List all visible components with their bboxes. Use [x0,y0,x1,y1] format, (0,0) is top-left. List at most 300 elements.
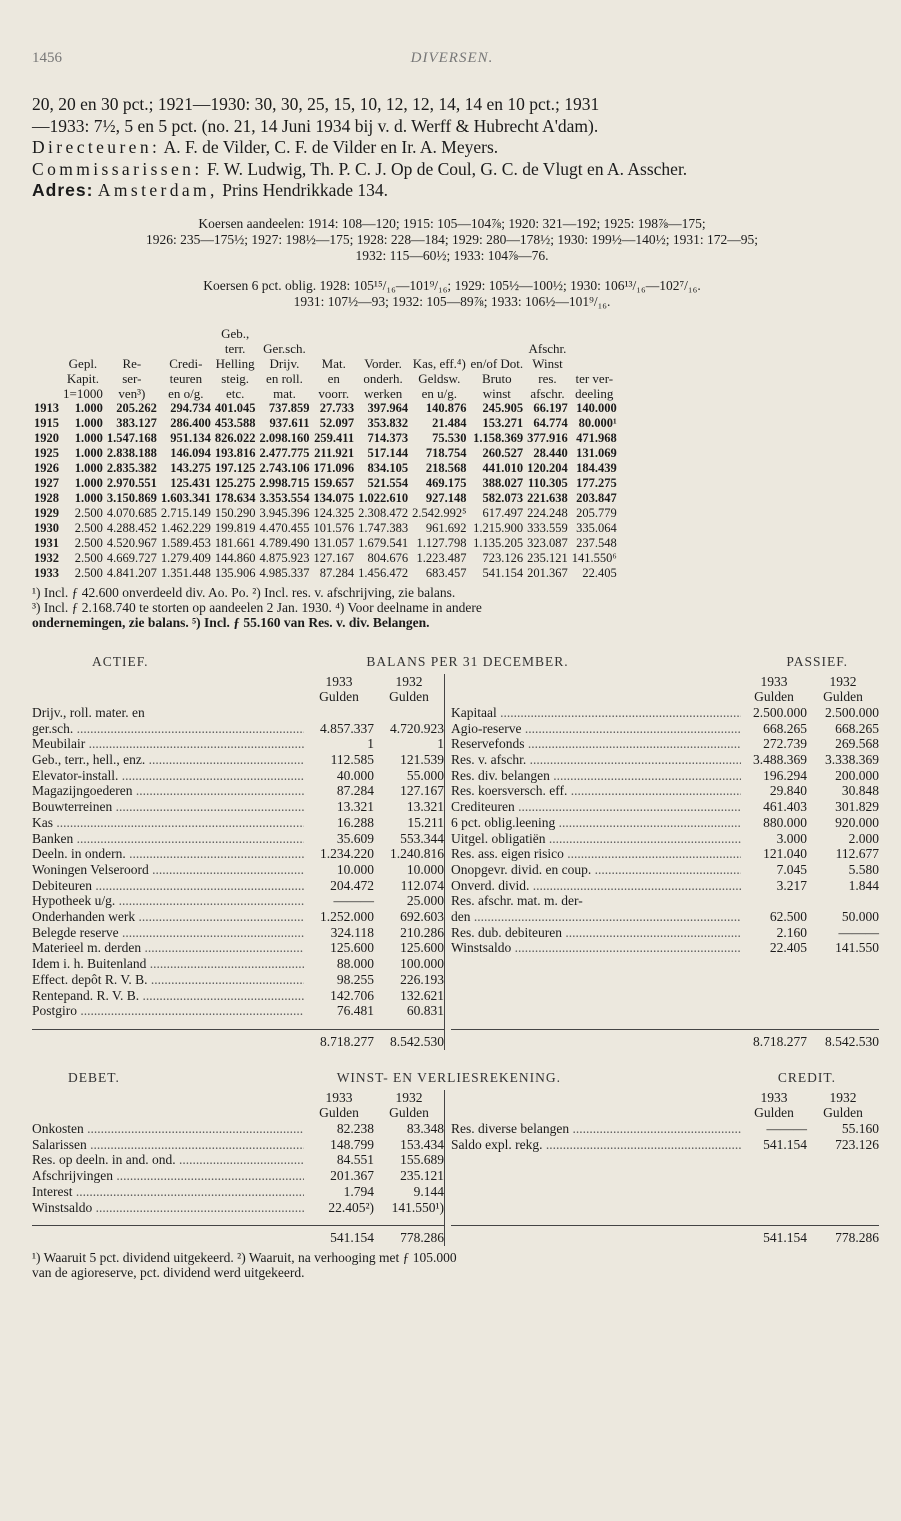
entry-value-1932: 9.144 [413,1183,444,1199]
entry-value-1933: 3.217 [776,877,807,893]
total-spacer [32,1230,304,1246]
value-cell: 1.279.409 [160,550,211,565]
debet-label: DEBET. [68,1069,120,1085]
footnote-line-2: ³) Incl. ƒ 2.168.740 te storten op aandeelen 2 Jan. 1930. ⁴) Voor deelname in andere [32,599,482,615]
header-cell: Helling [215,355,255,371]
total-1933: 8.718.277 [320,1033,374,1049]
value-cell: 2.098.160 [259,430,310,445]
header-cell: Drijv. [269,355,300,371]
header-cell: Geldsw. [418,370,461,386]
total-row [32,1225,444,1246]
unit-label: Gulden [389,689,429,705]
entry-label: Res. v. afschr. ..... [451,752,741,768]
koersen-block [32,216,872,310]
value-cell: 64.774 [533,415,568,430]
actief-column [32,674,445,1050]
table-row [32,566,619,581]
header-spacer [451,1105,741,1121]
value-cell: 237.548 [576,535,617,550]
koersen-aandeelen-2: 1926: 235—175½; 1927: 198½—175; 1928: 228—184; 1929: 280—178½; 1930: 199½—140½; 1931: 172—95; [145,231,758,247]
winst-title: WINST- EN VERLIESREKENING. [336,1069,562,1085]
spacer-row [451,972,879,988]
entry-value-1932: 10.000 [406,861,444,877]
entry-value-1933: 84.551 [336,1152,374,1168]
entry-value-1933: 204.472 [330,877,374,893]
entry-row [451,831,879,847]
header-cell [525,326,570,341]
year-cell: 1933 [34,565,59,580]
entry-label: Onderhanden werk ..... [32,909,304,925]
value-cell: 353.832 [367,415,409,430]
value-cell: 1.589.453 [160,535,211,550]
entry-value-1932: 301.829 [835,799,879,815]
total-1933: 541.154 [330,1230,374,1246]
value-cell: 140.876 [425,400,467,415]
entry-row [32,909,444,925]
entry-value-1933: 2.500.000 [753,704,807,720]
entry-value-1932: 55.160 [841,1121,879,1137]
total-row [451,1225,879,1246]
year-1933: 1933 [325,1089,353,1105]
header-row [32,386,619,401]
entry-value-1932: ——— [838,924,879,940]
value-cell: 110.305 [527,475,568,490]
value-cell: 961.692 [425,520,467,535]
entry-value-1933: 62.500 [769,909,807,925]
koersen-aandeelen-3: 1932: 115—60½; 1933: 104⅞—76. [355,247,549,263]
value-cell: 1.022.610 [358,490,409,505]
entry-value-1933 [741,893,807,909]
header-cell [61,326,105,341]
header-cell [311,341,356,356]
value-cell: 177.275 [576,475,617,490]
entry-value-1932: 269.568 [835,736,879,752]
header-spacer [32,1105,304,1121]
entry-row [32,893,444,909]
value-cell: 714.373 [367,430,409,445]
header-spacer [32,674,304,690]
entry-label: Idem i. h. Buitenland ..... [32,956,304,972]
total-1932: 778.286 [835,1230,879,1246]
value-cell: 178.634 [214,490,256,505]
entry-row [451,909,879,925]
spacer-row [451,1200,879,1216]
spacer-row [451,1184,879,1200]
entry-row [451,846,879,862]
balans-title: BALANS PER 31 DECEMBER. [366,653,569,669]
value-cell: 4.520.967 [106,535,157,550]
header-cell [105,341,159,356]
value-cell: 2.970.551 [106,475,157,490]
value-cell: 1.000 [74,430,103,445]
entry-label: Belegde reserve ..... [32,925,304,941]
value-cell: 951.134 [170,430,211,445]
entry-row [451,940,879,956]
table-row [32,506,619,521]
entry-value-1932: 5.580 [848,861,879,877]
entry-label: Res. afschr. mat. m. der- [451,893,583,909]
value-cell: 397.964 [367,400,409,415]
winst-header [32,1070,872,1086]
header-cell: en roll. [266,370,303,386]
year-header [451,674,879,690]
value-cell: 1.603.341 [160,490,211,505]
value-cell: 441.010 [482,460,524,475]
value-cell: 737.859 [268,400,310,415]
company-intro [32,94,872,202]
entry-row [451,752,879,768]
header-cell: ter ver- [575,370,614,386]
entry-row [32,831,444,847]
entry-row [32,1184,444,1200]
header-cell [468,341,525,356]
entry-row [32,721,444,737]
value-cell: 184.439 [576,460,617,475]
value-cell: 333.559 [527,520,568,535]
value-cell: 834.105 [367,460,409,475]
header-cell [468,326,525,341]
spacer-row [451,1168,879,1184]
header-cell: Re- [122,355,142,371]
entry-value-1932: 692.603 [400,909,444,925]
unit-label: Gulden [823,689,863,705]
entry-value-1933: 1.252.000 [320,909,374,925]
year-1932: 1932 [395,673,423,689]
header-cell: Mat. [321,355,346,371]
value-cell: 205.779 [576,505,617,520]
value-cell: 541.154 [482,565,524,580]
value-cell: 377.916 [527,430,568,445]
value-cell: 3.353.554 [259,490,310,505]
entry-label: Debiteuren ..... [32,878,304,894]
entry-value-1932: 3.338.369 [825,752,879,768]
financial-history-table [32,326,872,581]
entry-label: Res. dub. debiteuren ..... [451,925,741,941]
entry-value-1933: 461.403 [763,799,807,815]
entry-value-1933: 2.160 [776,924,807,940]
value-cell: 2.500 [74,535,103,550]
value-cell: 4.841.207 [106,565,157,580]
entry-row [451,815,879,831]
header-cell [410,326,468,341]
header-cell: onderh. [363,370,403,386]
winst-body [32,1089,879,1246]
value-cell: 141.550⁶ [571,550,617,565]
value-cell: 2.743.106 [259,460,310,475]
entry-label: Drijv., roll. mater. en [32,704,145,720]
value-cell: 66.197 [533,400,568,415]
value-cell: 471.968 [576,430,617,445]
table-row [32,401,619,416]
spacer-row [451,988,879,1004]
header-cell [32,386,61,401]
entry-row [32,1200,444,1216]
year-cell: 1920 [34,430,59,445]
value-cell: 218.568 [425,460,467,475]
entry-value-1933: 125.600 [330,940,374,956]
adres-city: Amsterdam, [97,180,218,200]
entry-row [32,1152,444,1168]
header-cell: Bruto [482,370,512,386]
entry-value-1932: 1.844 [848,877,879,893]
entry-value-1933: 1.234.220 [320,846,374,862]
entry-value-1932: 13.321 [406,799,444,815]
entry-value-1933: 148.799 [330,1136,374,1152]
header-cell: ven³) [118,385,146,401]
value-cell: 146.094 [170,445,211,460]
credit-column [445,1090,879,1246]
unit-header [451,689,879,705]
entry-label: Banken ..... [32,831,304,847]
entry-row [451,768,879,784]
entry-value-1932: 200.000 [835,767,879,783]
adres-line [32,180,872,202]
entry-row [32,705,444,721]
koersen-aandeelen-1: Koersen aandeelen: 1914: 108—120; 1915: 105—104⅞; 1920: 321—192; 1925: 198⅞—175; [198,215,706,231]
entry-value-1932: 4.720.923 [390,720,444,736]
value-cell: 1.679.541 [358,535,409,550]
entry-label: Crediteuren ..... [451,799,741,815]
winst-section [32,1069,879,1246]
entry-value-1933: 40.000 [336,767,374,783]
total-1932: 8.542.530 [390,1033,444,1049]
entry-value-1933: 13.321 [336,799,374,815]
value-cell: 1.223.487 [416,550,467,565]
entry-label: Kas ..... [32,815,304,831]
entry-value-1932: 920.000 [835,814,879,830]
value-cell: 259.411 [314,430,355,445]
entry-value-1932: 25.000 [406,893,444,909]
header-cell: Vorder. [364,355,402,371]
entry-label: Materieel m. derden ..... [32,940,304,956]
entry-value-1933 [304,705,374,721]
entry-label: Res. op deeln. in and. ond. ..... [32,1152,304,1168]
header-cell: en/of Dot. [470,355,524,371]
balans-section [32,653,879,1050]
balans-header [32,654,872,670]
value-cell: 469.175 [425,475,467,490]
value-cell: 2.308.472 [358,505,409,520]
entry-label: Agio-reserve ..... [451,721,741,737]
header-cell [61,341,105,356]
entry-row [451,783,879,799]
unit-label: Gulden [823,1105,863,1121]
value-cell: 159.657 [313,475,355,490]
value-cell: 153.271 [482,415,524,430]
value-cell: 171.096 [313,460,355,475]
entry-value-1932: 141.550¹) [391,1199,444,1215]
entry-value-1933: 142.706 [330,987,374,1003]
table-row [32,536,619,551]
header-cell [570,341,619,356]
value-cell: 1.000 [74,445,103,460]
entry-value-1933: 201.367 [330,1168,374,1184]
value-cell: 4.669.727 [106,550,157,565]
winst-footnote-1: ¹) Waaruit 5 pct. dividend uitgekeerd. ²) Waaruit, na verhooging met ƒ 105.000 [32,1250,457,1265]
commissarissen-line [32,159,872,181]
value-cell: 2.835.382 [106,460,157,475]
entry-row [32,972,444,988]
value-cell: 1.462.229 [160,520,211,535]
entry-row [32,925,444,941]
value-cell: 143.275 [170,460,211,475]
entry-value-1932: 125.600 [400,940,444,956]
value-cell: 124.325 [313,505,355,520]
value-cell: 453.588 [214,415,256,430]
header-row [32,341,619,356]
entry-value-1932: 55.000 [406,767,444,783]
entry-value-1933: 196.294 [763,767,807,783]
value-cell: 199.819 [214,520,256,535]
spacer-row [451,956,879,972]
value-cell: 52.097 [319,415,355,430]
value-cell: 21.484 [432,415,467,430]
value-cell: 2.500 [74,565,103,580]
year-1933: 1933 [760,673,788,689]
entry-value-1932: 100.000 [400,956,444,972]
entry-row [451,878,879,894]
year-header [32,1090,444,1106]
value-cell: 683.457 [425,565,467,580]
total-1933: 8.718.277 [753,1033,807,1049]
entry-value-1933: 22.405 [769,940,807,956]
value-cell: 286.400 [170,415,211,430]
value-cell: 4.985.337 [259,565,310,580]
header-cell [570,356,619,371]
header-cell: en o/g. [168,385,204,401]
entry-label: Onkosten ..... [32,1121,304,1137]
entry-value-1932: 112.074 [400,877,444,893]
header-cell: terr. [224,340,246,356]
entry-value-1932: 723.126 [835,1136,879,1152]
entry-row [451,1137,879,1153]
value-cell: 1.000 [74,415,103,430]
value-cell: 1.000 [74,460,103,475]
table-row [32,416,619,431]
page-header [32,50,872,80]
entry-row [32,799,444,815]
entry-value-1933: ——— [333,893,374,909]
value-cell: 1.000 [74,475,103,490]
year-cell: 1931 [34,535,59,550]
header-cell: Geb., [221,325,250,341]
header-cell: res. [538,370,557,386]
entry-row [451,1121,879,1137]
year-1932: 1932 [395,1089,423,1105]
entry-row [32,988,444,1004]
entry-row [32,815,444,831]
value-cell: 4.288.452 [106,520,157,535]
value-cell: 2.500 [74,520,103,535]
value-cell: 4.789.490 [259,535,310,550]
entry-label: Uitgel. obligatiën ..... [451,831,741,847]
table-row [32,446,619,461]
header-cell [311,326,356,341]
unit-header [32,1105,444,1121]
total-row [32,1029,444,1050]
entry-value-1932: 235.121 [400,1168,444,1184]
value-cell: 87.284 [319,565,355,580]
entry-label: Hypotheek u/g. ..... [32,893,304,909]
entry-value-1933: 112.585 [330,752,374,768]
entry-value-1932 [374,705,444,721]
value-cell: 131.069 [576,445,617,460]
year-1932: 1932 [829,673,857,689]
header-cell: Kas, eff.⁴) [412,355,466,371]
entry-value-1932: 1.240.816 [390,846,444,862]
value-cell: 120.204 [527,460,568,475]
year-cell: 1929 [34,505,59,520]
entry-value-1932: 153.434 [400,1136,444,1152]
debet-column [32,1090,445,1246]
total-spacer [32,1034,304,1050]
value-cell: 294.734 [170,400,211,415]
entry-value-1932: 132.621 [400,987,444,1003]
koersen-obligaties-2: 1931: 107½—93; 1932: 105—89⅞; 1933: 106½—101⁹/₁₆. [293,293,611,309]
commissarissen-label: Commissarissen: [32,158,203,179]
header-cell: Kapit. [66,370,99,386]
header-row [32,326,619,341]
header-spacer [32,689,304,705]
header-row [32,371,619,386]
value-cell: 1.158.369 [473,430,524,445]
total-1932: 8.542.530 [825,1033,879,1049]
actief-label: ACTIEF. [92,653,149,669]
header-cell: Gepl. [68,355,98,371]
year-header [451,1090,879,1106]
entry-label: Deeln. in ondern. ..... [32,846,304,862]
value-cell: 140.000 [576,400,617,415]
value-cell: 3.150.869 [106,490,157,505]
entry-value-1932: 112.677 [835,846,879,862]
entry-label: Saldo expl. rekg. ..... [451,1137,741,1153]
entry-row [32,783,444,799]
value-cell: 4.070.685 [106,505,157,520]
total-spacer [451,1034,741,1050]
entry-label: 6 pct. oblig.leening ..... [451,815,741,831]
entry-value-1933: 82.238 [336,1121,374,1137]
header-cell [105,326,159,341]
entry-value-1932: 30.848 [841,783,879,799]
value-cell: 617.497 [482,505,524,520]
year-1933: 1933 [325,673,353,689]
passief-label: PASSIEF. [786,653,848,669]
entry-value-1932: 60.831 [406,1003,444,1019]
dividend-line-2: —1933: 7½, 5 en 5 pct. (no. 21, 14 Juni 1934 bij v. d. Werff & Hubrecht A'dam). [32,115,599,136]
directeuren-label: Directeuren: [32,137,161,157]
entry-value-1932: 155.689 [400,1152,444,1168]
value-cell: 2.715.149 [160,505,211,520]
header-cell [32,326,61,341]
unit-label: Gulden [319,689,359,705]
entry-label: Afschrijvingen ..... [32,1168,304,1184]
header-spacer [451,674,741,690]
entry-value-1933: 22.405²) [328,1199,374,1215]
dividend-line-1: 20, 20 en 30 pct.; 1921—1930: 30, 30, 25, 15, 10, 12, 12, 14, 14 en 10 pct.; 1931 [32,94,600,114]
page-number: 1456 [32,50,62,66]
table-row [32,551,619,566]
table-row [32,521,619,536]
value-cell: 335.064 [576,520,617,535]
entry-value-1933: 87.284 [336,783,374,799]
value-cell: 101.576 [313,520,355,535]
header-cell [570,326,619,341]
value-cell: 1.351.448 [160,565,211,580]
entry-row [451,925,879,941]
history-table-head [32,326,619,401]
document-page [32,50,879,1280]
year-cell: 1927 [34,475,59,490]
